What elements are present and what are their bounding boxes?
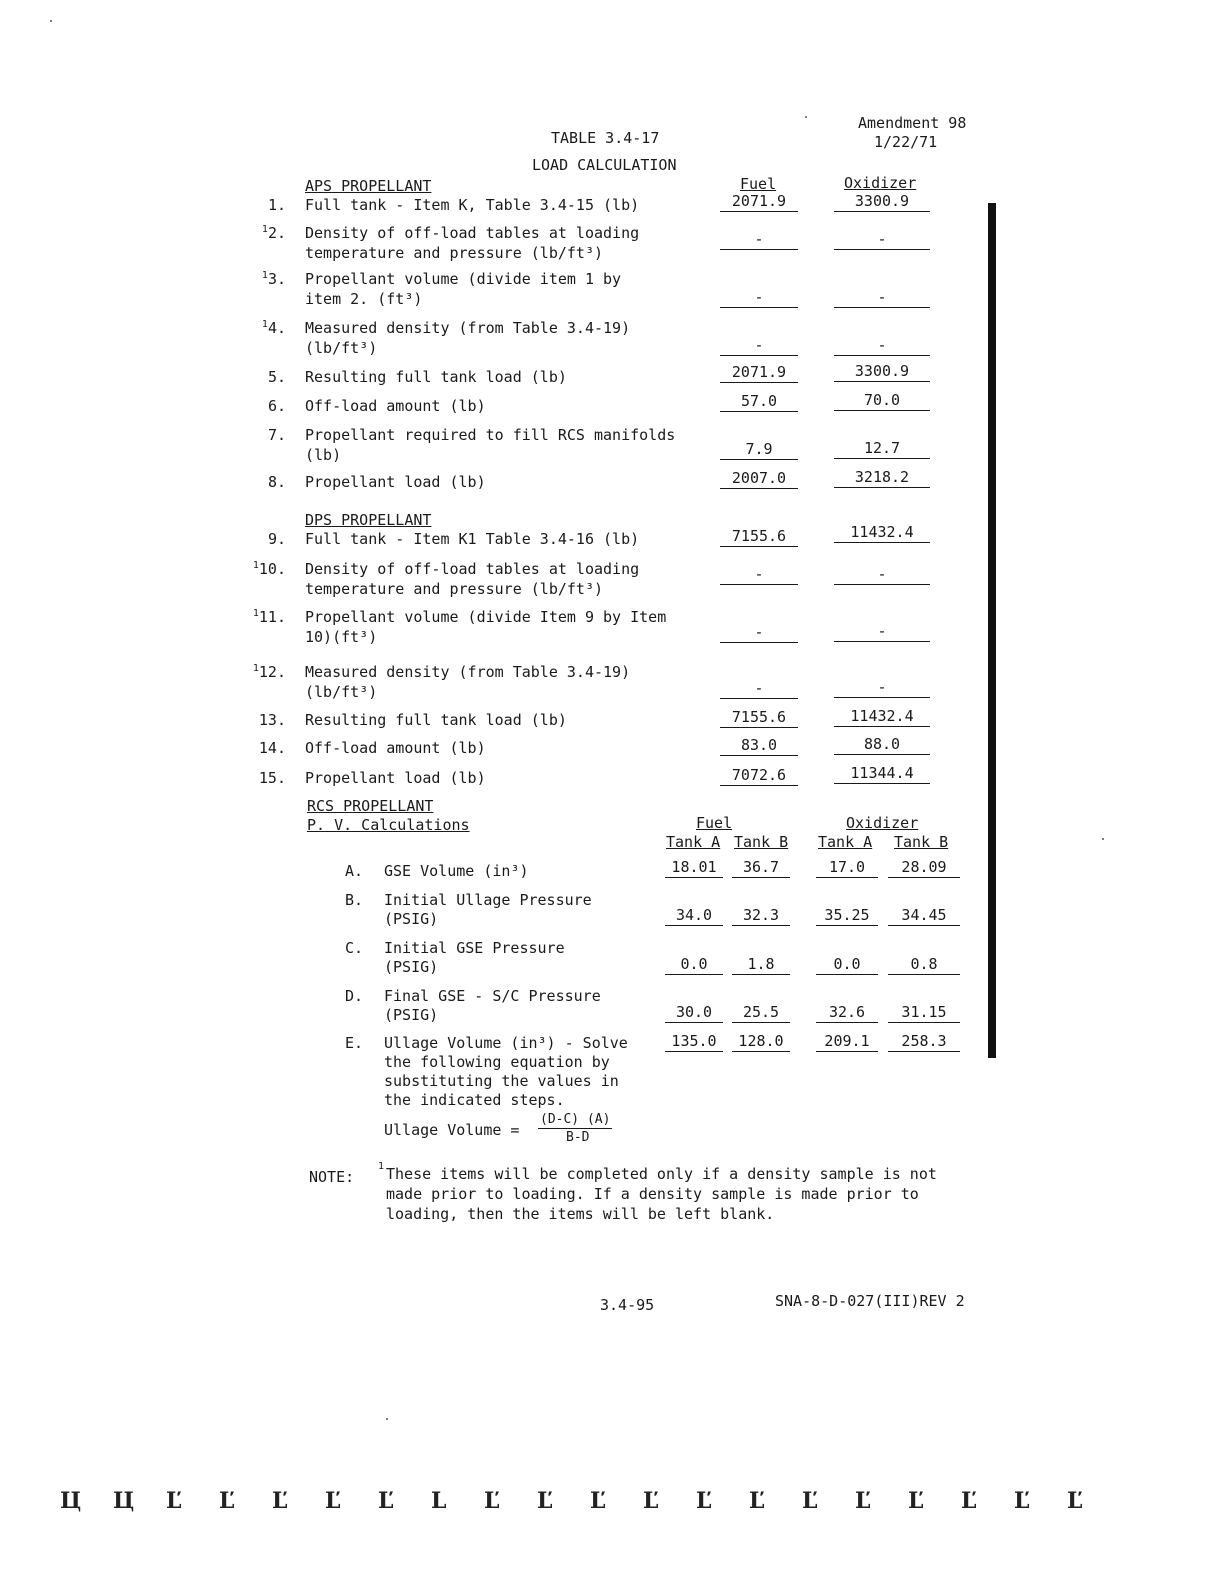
scan-edge-mark: Ľ xyxy=(590,1488,606,1514)
dps-fuel-value: 83.0 xyxy=(720,736,798,756)
rcs-value-ox-tank-a: 32.6 xyxy=(816,1003,878,1023)
rcs-item-letter: D. xyxy=(345,987,364,1005)
rcs-item-text: Initial Ullage Pressure xyxy=(384,891,592,909)
aps-oxidizer-value: - xyxy=(834,336,930,356)
dps-fuel-value: - xyxy=(720,623,798,643)
rcs-col-fuel: Fuel xyxy=(696,814,733,832)
aps-fuel-value: 7.9 xyxy=(720,440,798,460)
scan-edge-mark: Ľ xyxy=(272,1488,288,1514)
rcs-col-fuel-tank-b: Tank B xyxy=(734,833,789,851)
dps-item-number: 14. xyxy=(258,739,286,757)
dps-section-title: DPS PROPELLANT xyxy=(305,511,432,529)
scan-edge-mark: Ľ xyxy=(378,1488,394,1514)
scan-edge-mark: Ľ xyxy=(1067,1488,1083,1514)
table-number: TABLE 3.4-17 xyxy=(551,129,660,147)
dps-oxidizer-value: - xyxy=(834,565,930,585)
aps-item-number: 1. xyxy=(267,196,286,214)
scan-edge-mark: Ľ xyxy=(643,1488,659,1514)
dps-item-text: Measured density (from Table 3.4-19) xyxy=(305,663,631,681)
aps-fuel-value: 2071.9 xyxy=(720,363,798,383)
dps-fuel-value: - xyxy=(720,679,798,699)
rcs-section-title: RCS PROPELLANT xyxy=(307,797,434,815)
dps-oxidizer-value: - xyxy=(834,622,930,642)
footnote-marker: 1 xyxy=(261,270,268,281)
dps-item-text: Density of off-load tables at loading xyxy=(305,560,640,578)
rcs-col-ox-tank-a: Tank A xyxy=(818,833,873,851)
formula-label: Ullage Volume = xyxy=(384,1121,520,1139)
footnote-marker: 1 xyxy=(252,560,259,571)
rcs-col-oxidizer: Oxidizer xyxy=(846,814,919,832)
dps-fuel-value: 7155.6 xyxy=(720,708,798,728)
dps-item-number: 15. xyxy=(258,769,286,787)
rcs-item-text: the indicated steps. xyxy=(384,1091,565,1109)
dps-item-text: 10)(ft³) xyxy=(305,628,378,646)
footnote-marker: 1 xyxy=(252,608,259,619)
note-line-1: These items will be completed only if a density sample is not xyxy=(386,1165,937,1183)
scan-edge-mark: Ľ xyxy=(749,1488,765,1514)
rcs-value-fuel-tank-b: 32.3 xyxy=(732,906,790,926)
scan-speck xyxy=(386,1418,388,1420)
aps-oxidizer-value: 70.0 xyxy=(834,391,930,411)
note-label: NOTE: xyxy=(309,1168,355,1186)
aps-oxidizer-value: 3300.9 xyxy=(834,192,930,212)
rcs-subtitle: P. V. Calculations xyxy=(307,816,470,834)
aps-item-text: Density of off-load tables at loading xyxy=(305,224,640,242)
scan-edge-mark: Ľ xyxy=(855,1488,871,1514)
formula-denominator: B-D xyxy=(566,1130,590,1145)
aps-item-text: item 2. (ft³) xyxy=(305,290,423,308)
rcs-item-text: GSE Volume (in³) xyxy=(384,862,529,880)
scan-speck xyxy=(1102,838,1104,840)
dps-item-number: 9. xyxy=(267,530,286,548)
scan-edge-mark: Ľ xyxy=(484,1488,500,1514)
scan-edge-mark: Ľ xyxy=(325,1488,341,1514)
rcs-value-fuel-tank-a: 30.0 xyxy=(665,1003,723,1023)
document-id: SNA-8-D-027(III)REV 2 xyxy=(775,1292,965,1310)
scan-speck xyxy=(805,116,807,118)
dps-item-text: Full tank - Item K1 Table 3.4-16 (lb) xyxy=(305,530,640,548)
rcs-col-ox-tank-b: Tank B xyxy=(894,833,949,851)
scan-edge-mark: Ľ xyxy=(961,1488,977,1514)
dps-item-text: temperature and pressure (lb/ft³) xyxy=(305,580,604,598)
rcs-item-letter: E. xyxy=(345,1034,364,1052)
note-sup: 1 xyxy=(378,1161,385,1172)
aps-item-text: (lb/ft³) xyxy=(305,339,378,357)
aps-item-number: $^1$4. xyxy=(261,319,286,337)
rcs-value-ox-tank-b: 34.45 xyxy=(888,906,960,926)
aps-item-text: Off-load amount (lb) xyxy=(305,397,486,415)
rcs-value-ox-tank-a: 17.0 xyxy=(816,858,878,878)
aps-item-text: Propellant required to fill RCS manifolds xyxy=(305,426,676,444)
dps-item-number: $^1$12. xyxy=(252,663,286,681)
scan-edge-mark: Ľ xyxy=(219,1488,235,1514)
aps-col-fuel: Fuel xyxy=(740,175,777,193)
rcs-value-fuel-tank-b: 128.0 xyxy=(732,1032,790,1052)
rcs-value-fuel-tank-a: 135.0 xyxy=(665,1032,723,1052)
aps-item-text: Propellant volume (divide item 1 by xyxy=(305,270,622,288)
scan-edge-mark: Ľ xyxy=(1014,1488,1030,1514)
aps-item-text: (lb) xyxy=(305,446,342,464)
note-line-2: made prior to loading. If a density sample is made prior to xyxy=(386,1185,919,1203)
rcs-item-letter: C. xyxy=(345,939,364,957)
rcs-value-ox-tank-b: 258.3 xyxy=(888,1032,960,1052)
rcs-value-ox-tank-a: 35.25 xyxy=(816,906,878,926)
scan-edge-mark: Ľ xyxy=(537,1488,553,1514)
dps-oxidizer-value: - xyxy=(834,678,930,698)
aps-item-number: $^1$2. xyxy=(261,224,286,242)
aps-item-number: $^1$3. xyxy=(261,270,286,288)
aps-oxidizer-value: 3300.9 xyxy=(834,362,930,382)
rcs-value-fuel-tank-b: 1.8 xyxy=(732,955,790,975)
dps-item-number: $^1$11. xyxy=(252,608,286,626)
rcs-col-fuel-tank-a: Tank A xyxy=(666,833,721,851)
dps-oxidizer-value: 88.0 xyxy=(834,735,930,755)
aps-item-number: 8. xyxy=(267,473,286,491)
revision-change-bar xyxy=(988,203,996,1058)
aps-item-text: Measured density (from Table 3.4-19) xyxy=(305,319,631,337)
rcs-value-fuel-tank-b: 25.5 xyxy=(732,1003,790,1023)
aps-col-oxidizer: Oxidizer xyxy=(844,174,917,192)
dps-item-text: Propellant load (lb) xyxy=(305,769,486,787)
footnote-marker: 1 xyxy=(261,319,268,330)
aps-oxidizer-value: - xyxy=(834,288,930,308)
rcs-item-text: (PSIG) xyxy=(384,1006,439,1024)
dps-item-text: Propellant volume (divide Item 9 by Item xyxy=(305,608,667,626)
rcs-item-text: Initial GSE Pressure xyxy=(384,939,565,957)
dps-fuel-value: - xyxy=(720,565,798,585)
aps-oxidizer-value: - xyxy=(834,230,930,250)
scan-edge-mark: Ľ xyxy=(166,1488,182,1514)
aps-item-number: 6. xyxy=(267,397,286,415)
rcs-item-text: (PSIG) xyxy=(384,958,439,976)
rcs-value-fuel-tank-a: 34.0 xyxy=(665,906,723,926)
rcs-value-ox-tank-a: 209.1 xyxy=(816,1032,878,1052)
aps-section-title: APS PROPELLANT xyxy=(305,177,432,195)
aps-item-text: Resulting full tank load (lb) xyxy=(305,368,567,386)
dps-oxidizer-value: 11432.4 xyxy=(834,707,930,727)
scan-edge-mark: Ц xyxy=(60,1488,82,1514)
aps-item-text: temperature and pressure (lb/ft³) xyxy=(305,244,604,262)
rcs-value-fuel-tank-a: 18.01 xyxy=(665,858,723,878)
rcs-value-ox-tank-a: 0.0 xyxy=(816,955,878,975)
rcs-value-ox-tank-b: 0.8 xyxy=(888,955,960,975)
scan-edge-mark: Ľ xyxy=(908,1488,924,1514)
dps-item-text: (lb/ft³) xyxy=(305,683,378,701)
amendment-label: Amendment 98 xyxy=(858,114,967,132)
aps-fuel-value: 2071.9 xyxy=(720,192,798,212)
aps-fuel-value: - xyxy=(720,336,798,356)
aps-fuel-value: - xyxy=(720,230,798,250)
rcs-item-letter: A. xyxy=(345,862,364,880)
dps-item-number: 13. xyxy=(258,711,286,729)
amendment-date: 1/22/71 xyxy=(874,133,938,151)
rcs-value-fuel-tank-b: 36.7 xyxy=(732,858,790,878)
dps-oxidizer-value: 11344.4 xyxy=(834,764,930,784)
page-number: 3.4-95 xyxy=(600,1296,655,1314)
scan-edge-mark: Ľ xyxy=(802,1488,818,1514)
scan-edge-mark: L xyxy=(431,1488,447,1514)
rcs-item-text: Ullage Volume (in³) - Solve xyxy=(384,1034,628,1052)
dps-fuel-value: 7072.6 xyxy=(720,766,798,786)
scan-edge-mark: Ц xyxy=(113,1488,135,1514)
rcs-item-text: substituting the values in xyxy=(384,1072,619,1090)
rcs-value-ox-tank-b: 31.15 xyxy=(888,1003,960,1023)
dps-item-number: $^1$10. xyxy=(252,560,286,578)
rcs-value-ox-tank-b: 28.09 xyxy=(888,858,960,878)
aps-oxidizer-value: 12.7 xyxy=(834,439,930,459)
dps-item-text: Off-load amount (lb) xyxy=(305,739,486,757)
aps-fuel-value: 2007.0 xyxy=(720,469,798,489)
aps-item-text: Full tank - Item K, Table 3.4-15 (lb) xyxy=(305,196,640,214)
rcs-item-text: (PSIG) xyxy=(384,910,439,928)
aps-oxidizer-value: 3218.2 xyxy=(834,468,930,488)
footnote-marker: 1 xyxy=(252,663,259,674)
scan-speck xyxy=(50,20,52,22)
dps-fuel-value: 7155.6 xyxy=(720,527,798,547)
dps-oxidizer-value: 11432.4 xyxy=(834,523,930,543)
formula-numerator: (D-C) (A) xyxy=(540,1112,611,1127)
footnote-marker: 1 xyxy=(261,224,268,235)
aps-fuel-value: 57.0 xyxy=(720,392,798,412)
aps-item-number: 7. xyxy=(267,426,286,444)
aps-fuel-value: - xyxy=(720,288,798,308)
aps-item-number: 5. xyxy=(267,368,286,386)
rcs-value-fuel-tank-a: 0.0 xyxy=(665,955,723,975)
rcs-item-text: Final GSE - S/C Pressure xyxy=(384,987,601,1005)
rcs-item-text: the following equation by xyxy=(384,1053,610,1071)
note-line-3: loading, then the items will be left blank. xyxy=(386,1205,775,1223)
dps-item-text: Resulting full tank load (lb) xyxy=(305,711,567,729)
aps-item-text: Propellant load (lb) xyxy=(305,473,486,491)
scan-edge-mark: Ľ xyxy=(696,1488,712,1514)
table-title: LOAD CALCULATION xyxy=(532,156,677,174)
rcs-item-letter: B. xyxy=(345,891,364,909)
scan-edge-marks xyxy=(60,1488,1160,1512)
